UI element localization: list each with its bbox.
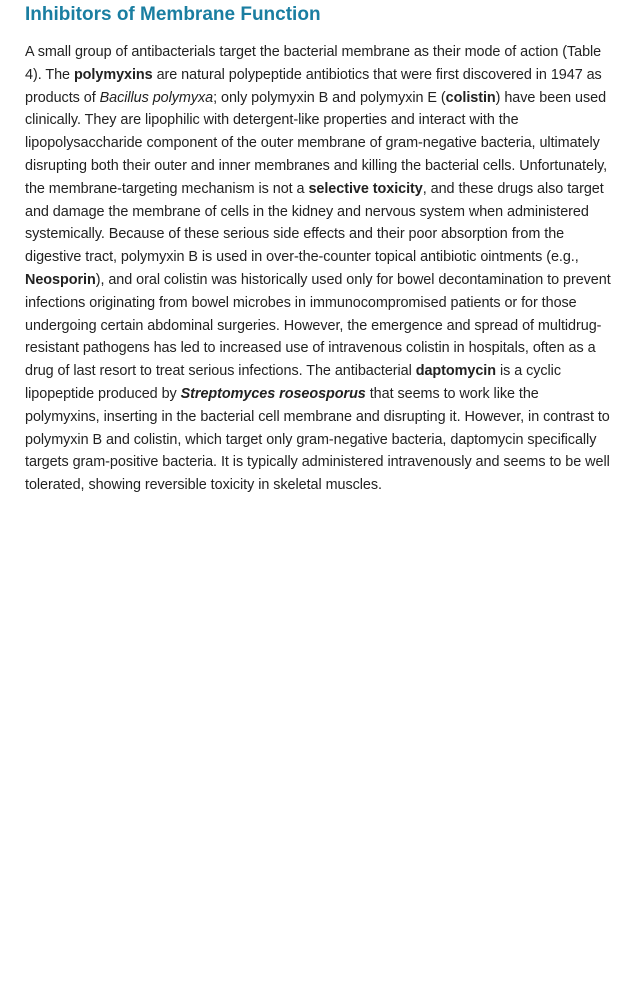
text-run: ) have been used clinically. They are lipophilic with detergent-like properties and interact with the lipopolysaccharide component of the outer membrane of gram-negative bacteria, ultimately disrupting both their outer and inner membranes and killing the bacterial cells. Unfortunately, the membrane-targeting mechanism is not a [25,89,608,197]
body-paragraph [25,41,612,497]
bold-term: selective toxicity [308,180,423,197]
text-run: is a cyclic lipopeptide produced by [25,363,561,402]
text-run: ), and oral colistin was historically used only for bowel decontamination to prevent infections originating from bowel microbes in immunocompromised patients or for those undergoing certain abdominal surgeries. However, the emergence and spread of multidrug-resistant pathogens has led to increased use of intravenous colistin in hospitals, often as a drug of last resort to treat serious infections. The antibacterial [25,271,611,380]
text-run: , and these drugs also target and damage the membrane of cells in the kidney and nervous system when administered systemically. Because of these serious side effects and their poor absorption from the digestive tract, polymyxin B is used in over-the-counter topical antibiotic ointments (e.g., [25,180,604,266]
bold-term: daptomycin [415,363,496,380]
bold-term: colistin [445,89,496,106]
text-run: are natural polypeptide antibiotics that were first discovered in 1947 as products of [25,66,602,106]
bold-term: polymyxins [73,66,153,83]
text-run: that seems to work like the polymyxins, inserting in the bacterial cell membrane and disrupting it. However, in contrast to polymyxin B and colistin, which target only gram-negative bacteria, daptomycin specifically targets gram-positive bacteria. It is typically administered intravenously and seems to be well tolerated, showing reversible toxicity in skeletal muscles. [25,385,610,494]
text-run: A small group of antibacterials target the bacterial membrane as their mode of action (Table 4). The [25,44,602,83]
section-title: Inhibitors of Membrane Function [25,4,321,25]
italic-term: Bacillus polymyxa [99,89,214,106]
bold-term: Neosporin [25,271,96,288]
text-run: ; only polymyxin B and polymyxin E ( [213,89,446,106]
bold-italic-term: Streptomyces roseosporus [180,385,366,402]
